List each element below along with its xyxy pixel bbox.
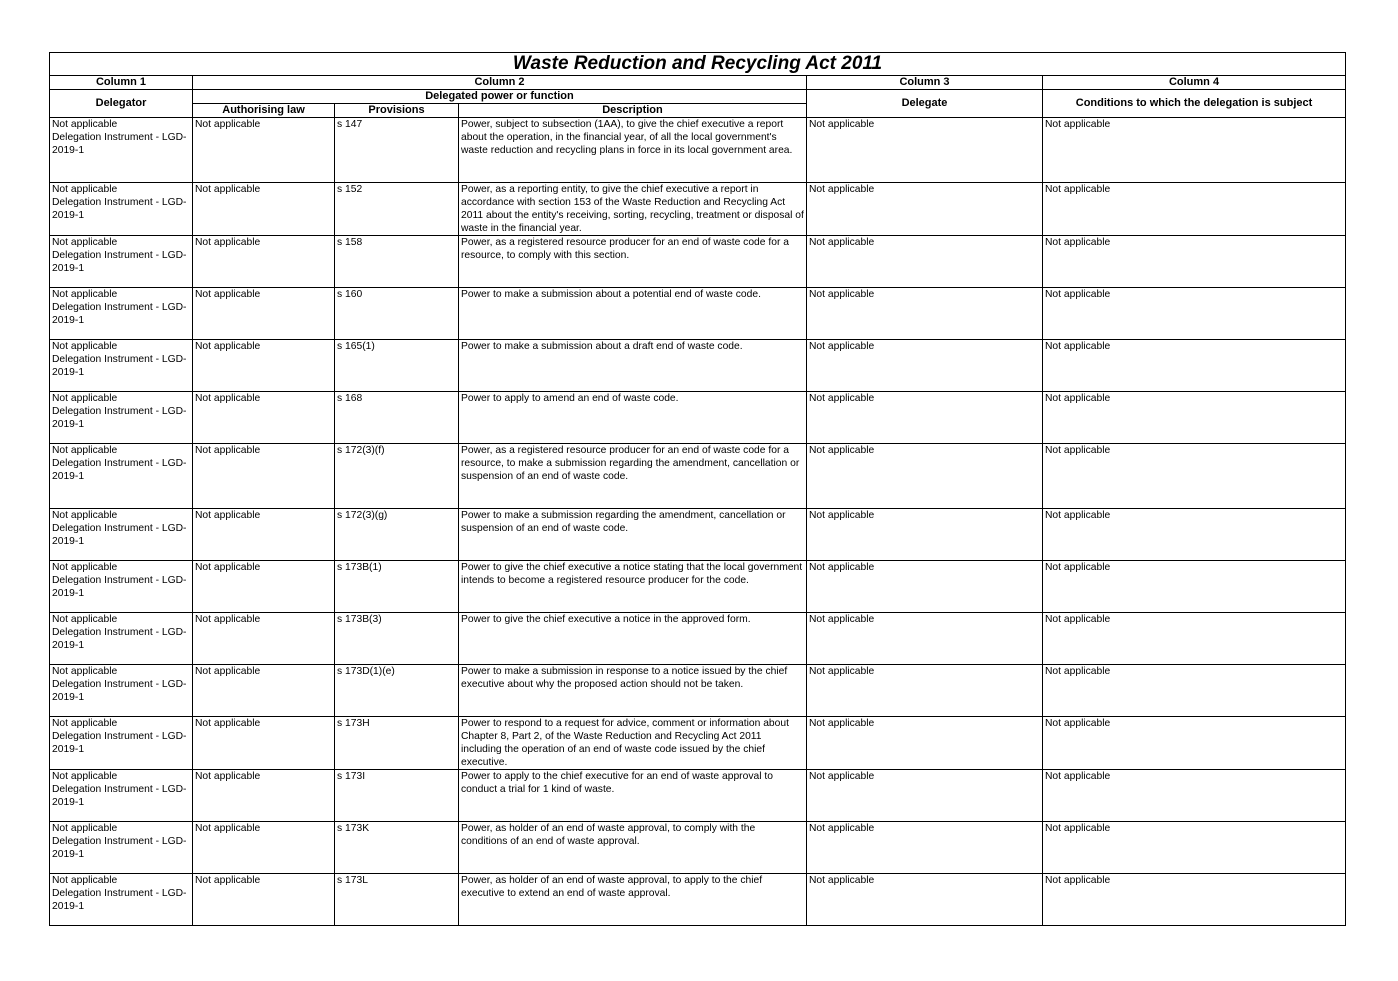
delegate-cell: Not applicable	[807, 236, 1043, 288]
provision-cell: s 173H	[335, 717, 459, 770]
delegate-cell: Not applicable	[807, 561, 1043, 613]
table-row	[50, 561, 1346, 613]
description-cell: Power, as a registered resource producer for an end of waste code for a resource, to make a submission regarding the amendment, cancellation or suspension of an end of waste code.	[459, 444, 807, 509]
description-cell: Power, as holder of an end of waste approval, to comply with the conditions of an end of waste approval.	[459, 822, 807, 874]
delegator-cell: Not applicable Delegation Instrument - LGD- 2019-1	[50, 665, 193, 717]
delegation-table	[49, 52, 1346, 926]
table-row	[50, 874, 1346, 926]
delegator-cell: Not applicable Delegation Instrument - LGD- 2019-1	[50, 288, 193, 340]
authorising-law-cell: Not applicable	[193, 183, 335, 236]
delegator-cell: Not applicable Delegation Instrument - LGD- 2019-1	[50, 770, 193, 822]
delegate-cell: Not applicable	[807, 118, 1043, 183]
authorising-law-cell: Not applicable	[193, 288, 335, 340]
provision-cell: s 168	[335, 392, 459, 444]
authorising-law-header: Authorising law	[193, 104, 335, 118]
delegator-cell: Not applicable Delegation Instrument - LGD- 2019-1	[50, 822, 193, 874]
table-row	[50, 665, 1346, 717]
provision-cell: s 173I	[335, 770, 459, 822]
description-cell: Power to respond to a request for advice, comment or information about Chapter 8, Part 2, of the Waste Reduction and Recycling Act 2011 including the operation of an end of waste code issued by the chief executive.	[459, 717, 807, 770]
provision-cell: s 165(1)	[335, 340, 459, 392]
table-row	[50, 236, 1346, 288]
description-cell: Power, as a registered resource producer for an end of waste code for a resource, to comply with this section.	[459, 236, 807, 288]
conditions-cell: Not applicable	[1043, 118, 1346, 183]
provision-cell: s 172(3)(f)	[335, 444, 459, 509]
delegate-cell: Not applicable	[807, 509, 1043, 561]
conditions-cell: Not applicable	[1043, 236, 1346, 288]
delegator-cell: Not applicable Delegation Instrument - LGD- 2019-1	[50, 613, 193, 665]
description-cell: Power, subject to subsection (1AA), to give the chief executive a report about the operation, in the financial year, of all the local government's waste reduction and recycling plans in force in its local government area.	[459, 118, 807, 183]
table-row	[50, 770, 1346, 822]
description-cell: Power to apply to the chief executive for an end of waste approval to conduct a trial for 1 kind of waste.	[459, 770, 807, 822]
description-header: Description	[459, 104, 807, 118]
conditions-cell: Not applicable	[1043, 444, 1346, 509]
delegator-cell: Not applicable Delegation Instrument - LGD- 2019-1	[50, 118, 193, 183]
authorising-law-cell: Not applicable	[193, 236, 335, 288]
conditions-cell: Not applicable	[1043, 183, 1346, 236]
delegator-cell: Not applicable Delegation Instrument - LGD- 2019-1	[50, 444, 193, 509]
delegate-cell: Not applicable	[807, 444, 1043, 509]
delegate-cell: Not applicable	[807, 822, 1043, 874]
authorising-law-cell: Not applicable	[193, 118, 335, 183]
authorising-law-cell: Not applicable	[193, 561, 335, 613]
conditions-cell: Not applicable	[1043, 509, 1346, 561]
conditions-cell: Not applicable	[1043, 561, 1346, 613]
authorising-law-cell: Not applicable	[193, 509, 335, 561]
delegate-cell: Not applicable	[807, 340, 1043, 392]
conditions-cell: Not applicable	[1043, 770, 1346, 822]
description-cell: Power to make a submission about a draft end of waste code.	[459, 340, 807, 392]
delegate-cell: Not applicable	[807, 392, 1043, 444]
conditions-cell: Not applicable	[1043, 717, 1346, 770]
table-row	[50, 444, 1346, 509]
authorising-law-cell: Not applicable	[193, 340, 335, 392]
delegate-cell: Not applicable	[807, 613, 1043, 665]
delegate-cell: Not applicable	[807, 717, 1043, 770]
column-4-header: Column 4	[1043, 76, 1346, 90]
table-row	[50, 509, 1346, 561]
table-row	[50, 183, 1346, 236]
provision-cell: s 152	[335, 183, 459, 236]
delegated-power-header: Delegated power or function	[193, 90, 807, 104]
authorising-law-cell: Not applicable	[193, 444, 335, 509]
provision-cell: s 173B(3)	[335, 613, 459, 665]
conditions-cell: Not applicable	[1043, 288, 1346, 340]
provision-cell: s 173K	[335, 822, 459, 874]
table-row	[50, 822, 1346, 874]
provision-cell: s 147	[335, 118, 459, 183]
delegator-cell: Not applicable Delegation Instrument - LGD- 2019-1	[50, 340, 193, 392]
conditions-cell: Not applicable	[1043, 822, 1346, 874]
delegator-cell: Not applicable Delegation Instrument - LGD- 2019-1	[50, 561, 193, 613]
authorising-law-cell: Not applicable	[193, 665, 335, 717]
table-row	[50, 340, 1346, 392]
description-cell: Power to apply to amend an end of waste code.	[459, 392, 807, 444]
delegate-cell: Not applicable	[807, 874, 1043, 926]
delegator-cell: Not applicable Delegation Instrument - LGD- 2019-1	[50, 236, 193, 288]
provision-cell: s 173B(1)	[335, 561, 459, 613]
table-row	[50, 717, 1346, 770]
conditions-cell: Not applicable	[1043, 665, 1346, 717]
delegate-cell: Not applicable	[807, 665, 1043, 717]
table-title: Waste Reduction and Recycling Act 2011	[50, 53, 1346, 76]
authorising-law-cell: Not applicable	[193, 613, 335, 665]
table-row	[50, 613, 1346, 665]
authorising-law-cell: Not applicable	[193, 822, 335, 874]
authorising-law-cell: Not applicable	[193, 874, 335, 926]
authorising-law-cell: Not applicable	[193, 717, 335, 770]
description-cell: Power to make a submission about a potential end of waste code.	[459, 288, 807, 340]
delegator-cell: Not applicable Delegation Instrument - LGD- 2019-1	[50, 874, 193, 926]
provisions-header: Provisions	[335, 104, 459, 118]
column-3-header: Column 3	[807, 76, 1043, 90]
table-body	[50, 118, 1346, 926]
provision-cell: s 173D(1)(e)	[335, 665, 459, 717]
authorising-law-cell: Not applicable	[193, 770, 335, 822]
description-cell: Power to make a submission regarding the amendment, cancellation or suspension of an end of waste code.	[459, 509, 807, 561]
column-2-header: Column 2	[193, 76, 807, 90]
delegator-cell: Not applicable Delegation Instrument - LGD- 2019-1	[50, 183, 193, 236]
provision-cell: s 172(3)(g)	[335, 509, 459, 561]
description-cell: Power, as a reporting entity, to give the chief executive a report in accordance with section 153 of the Waste Reduction and Recycling Act 2011 about the entity's receiving, sorting, recycling, treatment or disposal of waste in the financial year.	[459, 183, 807, 236]
provision-cell: s 160	[335, 288, 459, 340]
delegate-cell: Not applicable	[807, 183, 1043, 236]
provision-cell: s 173L	[335, 874, 459, 926]
table-row	[50, 392, 1346, 444]
description-cell: Power, as holder of an end of waste approval, to apply to the chief executive to extend an end of waste approval.	[459, 874, 807, 926]
table-row	[50, 288, 1346, 340]
delegator-cell: Not applicable Delegation Instrument - LGD- 2019-1	[50, 392, 193, 444]
delegate-cell: Not applicable	[807, 770, 1043, 822]
delegator-cell: Not applicable Delegation Instrument - LGD- 2019-1	[50, 509, 193, 561]
authorising-law-cell: Not applicable	[193, 392, 335, 444]
conditions-cell: Not applicable	[1043, 340, 1346, 392]
provision-cell: s 158	[335, 236, 459, 288]
delegator-header: Delegator	[50, 90, 193, 118]
conditions-cell: Not applicable	[1043, 613, 1346, 665]
delegator-cell: Not applicable Delegation Instrument - LGD- 2019-1	[50, 717, 193, 770]
description-cell: Power to give the chief executive a notice stating that the local government intends to become a registered resource producer for the code.	[459, 561, 807, 613]
conditions-cell: Not applicable	[1043, 392, 1346, 444]
description-cell: Power to give the chief executive a notice in the approved form.	[459, 613, 807, 665]
description-cell: Power to make a submission in response to a notice issued by the chief executive about why the proposed action should not be taken.	[459, 665, 807, 717]
delegate-header: Delegate	[807, 90, 1043, 118]
conditions-header: Conditions to which the delegation is subject	[1043, 90, 1346, 118]
table-row	[50, 118, 1346, 183]
conditions-cell: Not applicable	[1043, 874, 1346, 926]
column-1-header: Column 1	[50, 76, 193, 90]
delegate-cell: Not applicable	[807, 288, 1043, 340]
